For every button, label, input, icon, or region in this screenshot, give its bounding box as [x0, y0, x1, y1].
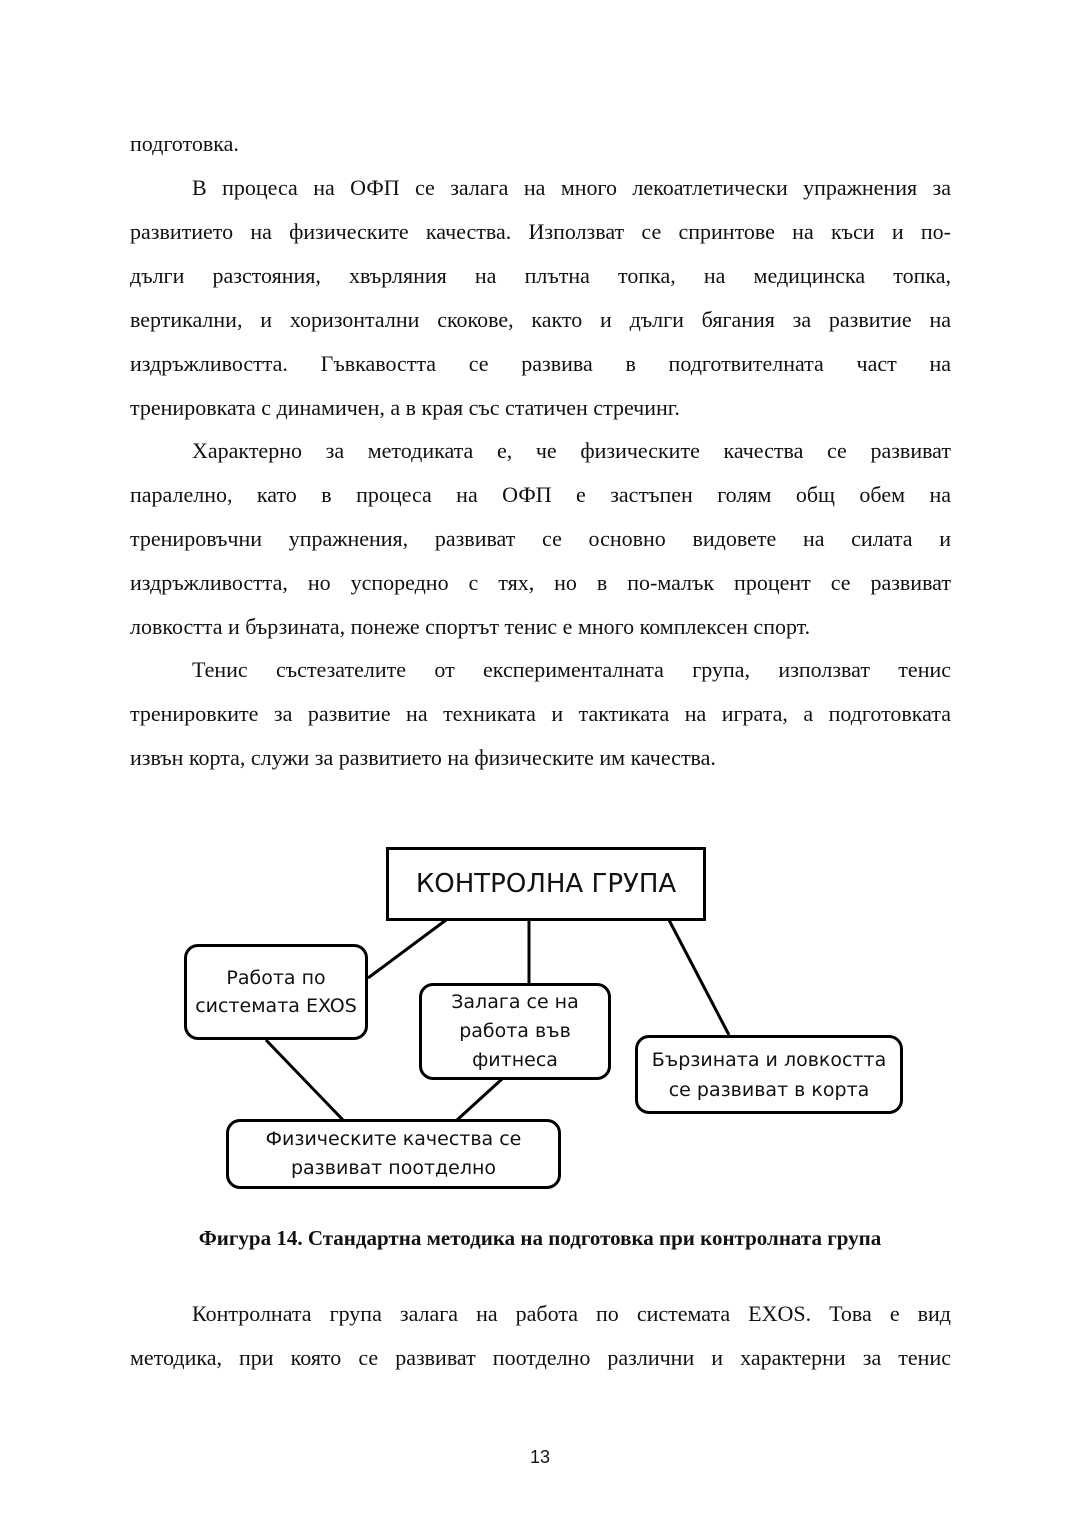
control-group-box — [386, 847, 706, 921]
connector-exos-to-physical — [266, 1040, 343, 1120]
text-line: тренировките за развитие на техниката и тактиката на играта, а подготовката — [130, 701, 951, 726]
control-group-title: КОНТРОЛНА ГРУПА — [415, 869, 677, 899]
text-line: тренировката с динамичен, а в края със статичен стречинг. — [130, 395, 680, 420]
text-line: вертикални, и хоризонтални скокове, както и дълги бягания за развитие на — [130, 307, 951, 332]
box-line: работа във — [459, 1020, 571, 1042]
fitness-box — [419, 983, 611, 1080]
paragraph-control-group — [130, 1292, 951, 1380]
text-line: Тенис състезателите от експерименталната група, използват тенис — [192, 657, 951, 682]
box-line: Залага се на — [451, 991, 579, 1013]
page-number: 13 — [529, 1447, 551, 1467]
box-line: Работа по — [226, 967, 326, 989]
box-line: системата EXOS — [195, 995, 357, 1017]
text-line: ловкостта и бързината, понеже спортът тенис е много комплексен спорт. — [130, 614, 811, 639]
text-line: подготовка. — [130, 131, 239, 156]
speed-agility-box — [635, 1035, 903, 1114]
text-line: методика, при която се развиват поотделно различни и характерни за тенис — [130, 1345, 951, 1370]
text-line: издръжливостта, но успоредно с тях, но в по-малък процент се развиват — [130, 570, 951, 595]
text-line: Контролната група залага на работа по системата EXOS. Това е вид — [192, 1301, 951, 1326]
connector-center-to-exos — [368, 920, 446, 978]
box-line: развиват поотделно — [290, 1157, 497, 1179]
text-line: издръжливостта. Гъвкавостта се развива в подготвителната част на — [130, 351, 951, 376]
connector-center-to-speed — [669, 920, 729, 1035]
text-line: тренировъчни упражнения, развиват се основно видовете на силата и — [130, 526, 951, 551]
text-line: дълги разстояния, хвърляния на плътна топка, на медицинска топка, — [130, 263, 951, 288]
paragraph-methodology — [130, 429, 951, 649]
text-line: развитието на физическите качества. Използват се спринтове на къси и по- — [130, 219, 951, 244]
paragraph-ofp-exercises — [130, 166, 951, 430]
exos-system-box — [184, 944, 368, 1040]
control-group-diagram — [0, 830, 1080, 1210]
text-line: В процеса на ОФП се залага на много лекоатлетически упражнения за — [192, 175, 951, 200]
connector-fitness-to-physical — [457, 1079, 502, 1120]
text-line: извън корта, служи за развитието на физическите им качества. — [130, 745, 716, 770]
box-line: Физическите качества се — [265, 1128, 522, 1150]
text-line: паралелно, като в процеса на ОФП е застъпен голям общ обем на — [130, 482, 951, 507]
paragraph-continuation — [130, 122, 951, 166]
box-line: фитнеса — [472, 1049, 558, 1071]
figure-caption: Фигура 14. Стандартна методика на подготовка при контролната група — [198, 1226, 882, 1250]
paragraph-experimental-group — [130, 648, 951, 780]
physical-qualities-box — [226, 1119, 561, 1189]
box-line: Бързината и ловкостта — [651, 1048, 887, 1071]
box-line: се развиват в корта — [668, 1078, 870, 1101]
text-line: Характерно за методиката е, че физическите качества се развиват — [192, 438, 951, 463]
